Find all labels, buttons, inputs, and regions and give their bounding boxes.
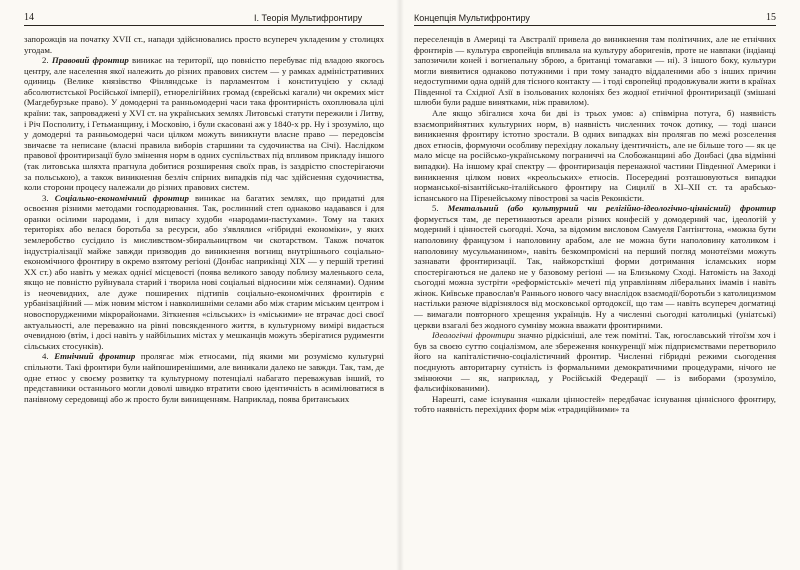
term-socioeconomic-frontier: Соціально-економічний фронтир xyxy=(54,192,189,203)
right-page-number: 15 xyxy=(766,12,776,23)
right-running-title: Концепція Мультифронтиру xyxy=(414,13,530,23)
left-running-header xyxy=(24,7,384,26)
left-page-number: 14 xyxy=(24,12,34,23)
term-ideological-frontiers: Ідеологічні фронтири xyxy=(432,330,515,341)
paragraph-ideological-frontiers: Ідеологічні фронтири значно рідкісніші, але теж помітні. Так, югославський тітоїзм хоч і був за своєю суттю соціалізмом, але збереження конкуренції між підприємствами перетворило його на капіталістично-соціалістичний фронтир. Численні гібридні режими сьогодення поєднують авторитарну сутність із формальними демократичними процедурами, нічого не змінюючи — як, наприклад, у Російській Федерації — із виборами (зрозуміло, фальсифікованими). xyxy=(414,330,776,394)
right-page xyxy=(400,0,800,570)
right-running-header xyxy=(414,7,776,26)
right-body-text xyxy=(414,34,776,415)
paragraph: Нарешті, саме існування «шкали цінностей» передбачає існування ціннісного фронтиру, тобто наявність перехідних форм між «традиційними» та xyxy=(414,393,776,415)
paragraph-ethnic-frontier: 4. Етнічний фронтир пролягає між етносами, під якими ми розуміємо культурні спільноти. Такі фронтири були найпоширенішими, але виникали далеко не завжди. Так, там, де одне етнос у своєму розвитку та культурному потенціалі набагато переважував інший, то представники останнього могли доволі швидко втратити свою ідентичність в асимілюватися в панівному середовищі або ж просто були винищенням. Наприклад, поява британських xyxy=(24,351,384,404)
term-ethnic-frontier: Етнічний фронтир xyxy=(54,351,136,362)
paragraph: запорожців на початку XVII ст., напади здійснювались просто всупереч укладеним у столицях угодам. xyxy=(24,34,384,55)
left-body-text xyxy=(24,34,384,404)
paragraph: Але якщо збігалися хоча би дві із трьох умов: а) співмірна потуга, б) наявність взаємоприйнятних культурних норм, в) наявність численних точок дотику, — тоді шанси виникнення фронтиру істотно зростали. В одних випадках він пролягав по межі розселення двох етносів, формуючи особливу перехідну локальну ідентичність, але не більше того — як це мало місце на російсько-українському пограниччі на Слобожанщині або Донбасі (два відмінні випадки). На іншому краї спектру — фронтиризація перенажної частини Південної Америки і виникнення цілком нових «креольських» етносів. Посередині розташовуються випадки норманської-візантійсько-італійського фронтиру на Сицилії в XI–XII ст. та арабсько-іспанського на Піренейському півострові за часів Реконкісти. xyxy=(414,108,776,203)
left-running-title: І. Теорія Мультифронтиру xyxy=(254,13,363,23)
paragraph-legal-frontier: 2. Правовий фронтир виникає на території, що повністю перебуває під владою якогось центру, але населення якої належить до різних правових систем — у рамках адміністративних одиниць (Велике князівство Фінляндське із парламентом і конституцією у складі абсолютистської Російської імперії), етнорелігійних громад (єврейські кагали) чи окремих міст (Магдебурзьке право). У домодерні та ранньомодерні часи така фронтирність охоплювала цілі країни: так, запроваджені у XVI ст. на українських землях Литовські статути пережили і Литву, і Річ Посполиту, і Гетьманщину, і Московію, і були скасовані аж у 1840-х рр. Ну і зрозуміло, що у домодерні та ранньомодерні часи цілком можуть виникнути власне право — передовсім звичаєве та неписане (власні правила виборів старшини та судочинства на Січі). Наслідком правової фронтиризації було змінення норм в одних суспільствах під впливом прикладу іншого (так литовська шляхта прагнула добитися розширення своїх прав, із заздрістю спостерігаючи за польською), а також виникнення безліч спірних випадків під час здійснення судочинства, коли сторони процесу належали до різних правових систем. xyxy=(24,55,384,193)
paragraph-socioeconomic-frontier: 3. Соціально-економічний фронтир виникає на багатих землях, що придатні для освоєння різними методами господарювання. Так, рослинний степ однаково надавався і для оранки осілими народами, і для випасу худоби «народами-пастухами». Тому на таких територіях або велася боротьба за ресурси, або з'являлися «гібридні економіки», у яких землеробство сусідило із мисливством-збиральництвом чи скотарством. Також початок індустріалізації майже завжди призводив до виникнення вогнищ внутрішнього соціально-економічного фронтиру в окремо взятому регіоні (Донбас наприкінці XIX — у першій третині XX ст.) або навіть у межах однієї місцевості (поява великого заводу поблизу маленького села, якщо не повністю руйнувала старий і творила нові соціальні відносини між селянами). Одним із неочевидних, але дуже поширених підтипів соціально-економічних фронтирів є урбанізаційний — між новим містом і навколишніми селами або між старим міським центром і новоспорудженими мікрорайонами. Зіткнення «сільських» із «міськими» не втрачає досі своєї актуальності, але переважно на рівні повсякденного життя, в культурному вимірі видається очевидною (втім, і досі навіть у найбільших містах у мешканців можуть зберігатися рудименти сільських стосунків). xyxy=(24,192,385,351)
term-mental-frontier: Ментальний (або культурний чи релігійно-ідеологічно-ціннісний) фронтир xyxy=(447,203,776,214)
paragraph-mental-frontier: 5. Ментальний (або культурний чи релігійно-ідеологічно-ціннісний) фронтир формується там, де перетинаються ареали різних конфесій у домодерний час, ідеологій у модерний і цінностей сьогодні. Хоча, за відомим висловом Самуеля Гантінгтона, «можна бути наполовину французом і наполовину арабом, але не можна бути наполовину католиком і наполовину мусульманином», навіть безкомпромісні на перший погляд монотеїзми можуть зазнавати фронтиризації. Так, найжорсткіші форми дотримання ісламських норм спостерігаються не далеко не у базовому регіоні — на Близькому Сході. Натомість на Заході сьогодні можна зустріти «реформістські» мечеті під управлінням ліберальних імамів і навіть жінок. Київське православ'я Раннього нового часу внаслідок взаємодії/боротьби з католицизмом настільки разюче відрізнялося від московської ортодоксії, що там — навіть всупереч догматиці — вимагали повторного хрещення українців. Ну а численні сьогодні католицькі (уніатські) церкви взагалі без жодного сумніву можна вважати фронтирними. xyxy=(414,203,776,330)
term-legal-frontier: Правовий фронтир xyxy=(51,55,129,66)
paragraph: переселенців в Америці та Австралії привела до виникнення там політичних, але не етнічних фронтирів — культура європейців впливала на культуру аборигенів, проте не навпаки (індіанці запозичили коней і вогнепальну зброю, а британці томагавки — ні). З іншого боку, культури могли виявитися однаково потужними і при тому занадто віддаленими або з інших причин недоступними одна одній для тісного контакту — і тоді європейці продовжували жити в країнах Південної та Східної Азії в ізольованих колоніях без жодної етнічної фронтиризації (змішані шлюби були радше винятками, ніж правилом). xyxy=(414,34,776,108)
